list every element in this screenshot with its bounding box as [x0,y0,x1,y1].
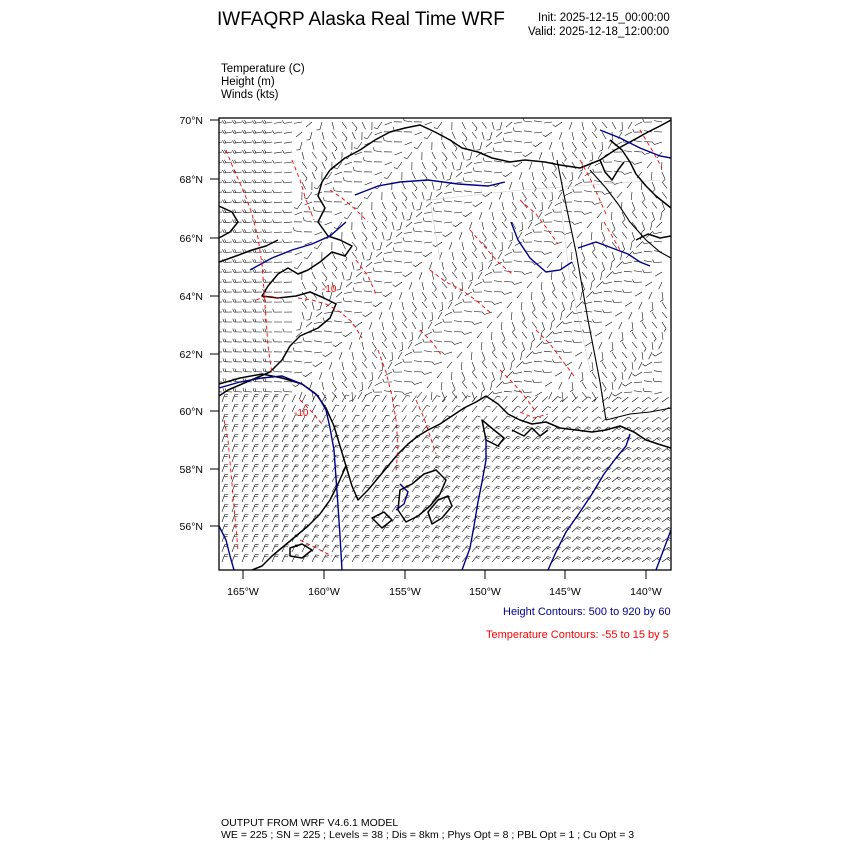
plot-title: IWFAQRP Alaska Real Time WRF [217,9,505,30]
lon-tick-label: 160°W [308,586,340,598]
graticule [430,180,660,370]
coastline [219,120,671,570]
lat-tick-label: 64°N [179,291,203,303]
init-time: Init: 2025-12-15_00:00:00 [538,12,670,24]
field-winds-label: Winds (kts) [221,89,279,101]
footer-model-line: OUTPUT FROM WRF V4.6.1 MODEL [221,817,399,829]
temperature-contour-label: -10 [322,284,337,295]
temperature-contours-legend: Temperature Contours: -55 to 15 by 5 [486,629,669,641]
temperature-contour-label: -10 [294,408,309,419]
height-contours [219,130,671,570]
lat-tick-label: 66°N [179,233,203,245]
lat-tick-label: 70°N [179,115,203,127]
map-frame [219,118,671,570]
lon-tick-label: 140°W [630,586,662,598]
footer-options-line: WE = 225 ; SN = 225 ; Levels = 38 ; Dis = 8km ; Phys Opt = 8 ; PBL Opt = 1 ; Cu Opt = 3 [221,829,635,841]
valid-time: Valid: 2025-12-18_12:00:00 [528,26,670,38]
field-height-label: Height (m) [221,76,275,88]
latitude-axis [180,115,219,533]
lat-tick-label: 56°N [179,521,203,533]
temperature-contours [224,130,662,556]
lat-tick-label: 62°N [179,349,203,361]
field-temperature-label: Temperature (C) [221,63,305,75]
lon-tick-label: 155°W [389,586,421,598]
lon-tick-label: 145°W [549,586,581,598]
lat-tick-label: 60°N [179,406,203,418]
lon-tick-label: 165°W [227,586,259,598]
lon-tick-label: 150°W [469,586,501,598]
longitude-axis [227,570,662,598]
map-area [212,117,671,570]
lat-tick-label: 58°N [179,464,203,476]
height-contours-legend: Height Contours: 500 to 920 by 60 [503,606,671,618]
lat-tick-label: 68°N [179,174,203,186]
